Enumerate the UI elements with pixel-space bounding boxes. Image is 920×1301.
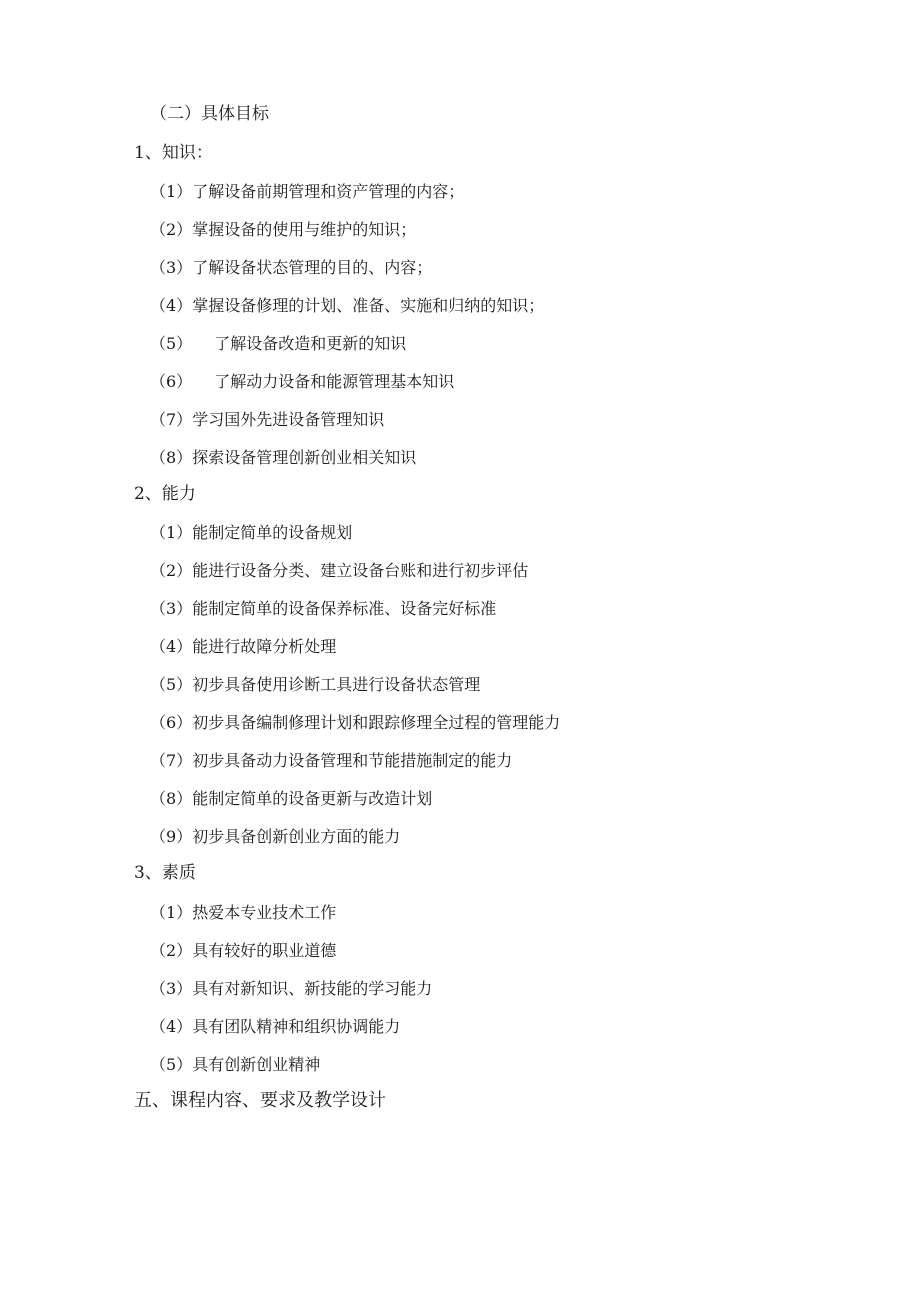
section-title: （二）具体目标 [150,104,269,124]
list-item [150,296,544,316]
item-text: 初步具备动力设备管理和节能措施制定的能力 [192,751,513,770]
list-item [150,1055,320,1075]
list-item [150,1017,400,1037]
list-item [150,372,454,392]
item-text: 了解设备改造和更新的知识 [214,334,407,353]
list-item [150,523,352,543]
item-number: （8） [150,448,193,467]
list-item [150,220,416,240]
list-item [150,258,432,278]
item-number: （8） [150,789,193,808]
item-number: （4） [150,1017,193,1036]
item-text: 热爱本专业技术工作 [192,903,337,922]
item-text: 了解设备状态管理的目的、内容； [192,258,433,277]
list-item [150,599,496,619]
item-text: 了解设备前期管理和资产管理的内容； [192,182,465,201]
item-text: 能进行设备分类、建立设备台账和进行初步评估 [192,561,529,580]
item-number: （3） [150,599,193,618]
item-text: 了解动力设备和能源管理基本知识 [214,372,455,391]
item-number: （3） [150,258,193,277]
item-text: 能制定简单的设备更新与改造计划 [192,789,433,808]
ability-heading: 2、能力 [134,484,196,504]
item-number: （4） [150,296,193,315]
item-number: （4） [150,637,193,656]
item-number: （2） [150,220,193,239]
list-item [150,979,432,999]
next-section-title: 五、课程内容、要求及教学设计 [134,1090,386,1111]
item-text: 探索设备管理创新创业相关知识 [192,448,417,467]
item-text: 能进行故障分析处理 [192,637,337,656]
list-item [150,561,528,581]
item-text: 初步具备编制修理计划和跟踪修理全过程的管理能力 [192,713,561,732]
item-number: （6） [150,372,193,391]
item-number: （6） [150,713,193,732]
item-number: （5） [150,675,193,694]
item-number: （7） [150,410,193,429]
item-number: （5） [150,334,193,353]
item-number: （2） [150,941,193,960]
item-text: 学习国外先进设备管理知识 [192,410,385,429]
list-item [150,637,336,657]
item-text: 掌握设备的使用与维护的知识； [192,220,417,239]
list-item [150,713,560,733]
list-item [150,182,464,202]
item-text: 具有团队精神和组织协调能力 [192,1017,401,1036]
list-item [150,334,406,354]
list-item [150,751,512,771]
item-number: （2） [150,561,193,580]
list-item [150,903,336,923]
item-number: （9） [150,827,193,846]
list-item [150,941,336,961]
list-item [150,410,384,430]
item-number: （5） [150,1055,193,1074]
item-text: 掌握设备修理的计划、准备、实施和归纳的知识； [192,296,545,315]
item-text: 初步具备使用诊断工具进行设备状态管理 [192,675,481,694]
quality-heading: 3、素质 [134,863,196,883]
item-number: （3） [150,979,193,998]
knowledge-heading: 1、知识： [134,143,213,163]
item-text: 能制定简单的设备保养标准、设备完好标准 [192,599,497,618]
list-item [150,827,400,847]
list-item [150,675,480,695]
item-text: 能制定简单的设备规划 [192,523,353,542]
item-number: （1） [150,523,193,542]
item-text: 具有对新知识、新技能的学习能力 [192,979,433,998]
item-text: 具有创新创业精神 [192,1055,321,1074]
list-item [150,789,432,809]
list-item [150,448,416,468]
item-text: 初步具备创新创业方面的能力 [192,827,401,846]
item-number: （1） [150,903,193,922]
item-text: 具有较好的职业道德 [192,941,337,960]
item-number: （7） [150,751,193,770]
item-number: （1） [150,182,193,201]
